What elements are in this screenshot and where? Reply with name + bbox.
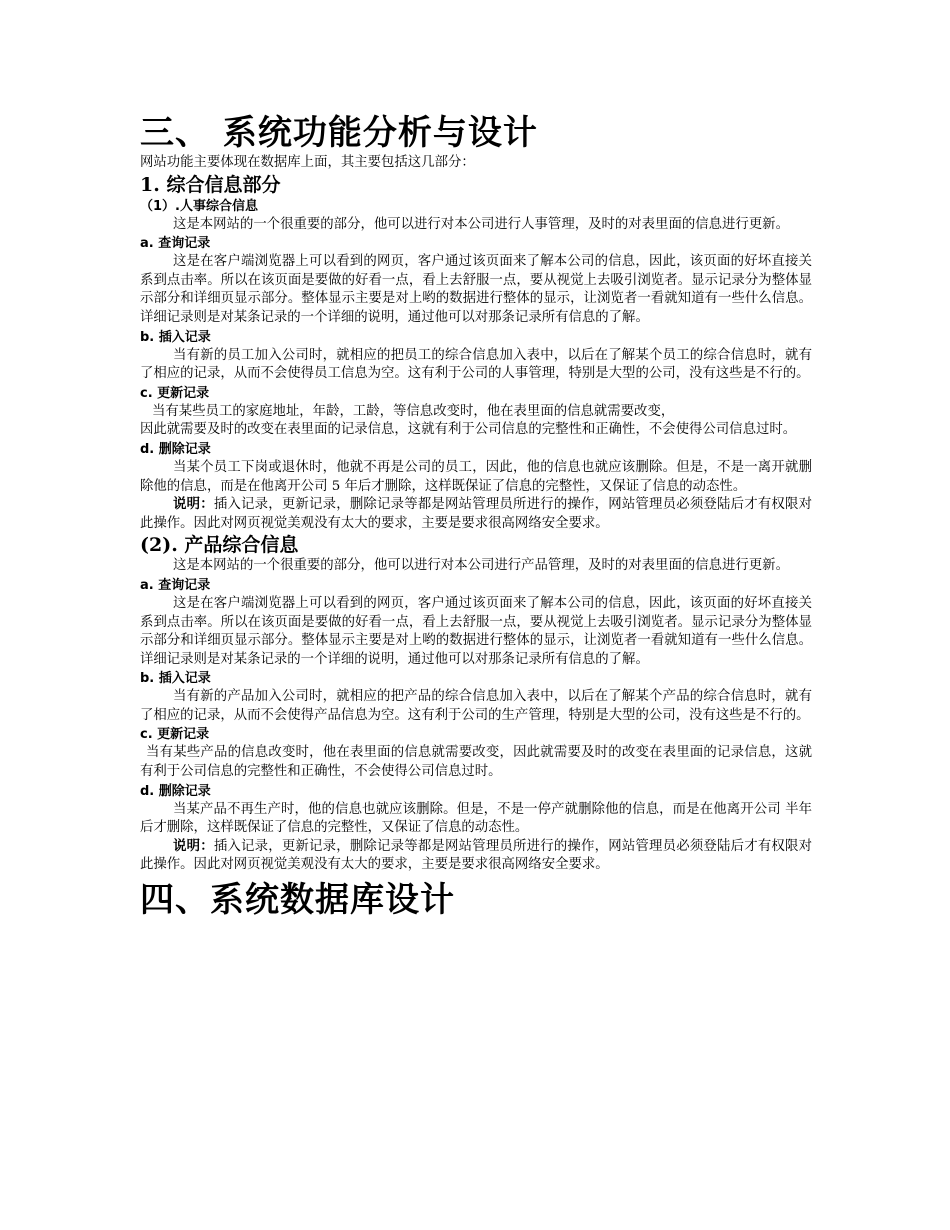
part-1-title: 1. 综合信息部分 [140, 173, 281, 196]
sub-2-insert-title: b. 插入记录 [140, 671, 211, 687]
document-page [140, 112, 812, 921]
sub-1-delete-title: d. 删除记录 [140, 441, 211, 457]
sub-1-update-text-line1: 当有某些员工的家庭地址，年龄，工龄，等信息改变时，他在表里面的信息就需要改变， [152, 403, 675, 419]
sub-2-note [140, 838, 812, 875]
sub-2-title: (2). 产品综合信息 [140, 534, 299, 557]
sub-1-update-title: c. 更新记录 [140, 385, 210, 401]
section-4-title: 四、系统数据库设计 [140, 880, 455, 921]
sub-2-note-text: 插入记录，更新记录，删除记录等都是网站管理员所进行的操作，网站管理员必须登陆后才有权限对此操作。因此对网页视觉美观没有太大的要求，主要是要求很高网络安全要求。 [140, 838, 813, 873]
sub-2-update-title: c. 更新记录 [140, 727, 210, 743]
sub-1-note-label: 说明： [173, 497, 214, 513]
sub-2-note-label: 说明： [173, 838, 214, 854]
sub-2-delete-text: 当某产品不再生产时，他的信息也就应该删除。但是，不是一停产就删除他的信息，而是在他离开公司 半年后才删除，这样既保证了信息的完整性，又保证了信息的动态性。 [140, 801, 812, 836]
sub-1-insert-title: b. 插入记录 [140, 329, 211, 345]
sub-2-update-text: 当有某些产品的信息改变时，他在表里面的信息就需要改变，因此就需要及时的改变在表里面的记录信息，这就有利于公司信息的完整性和正确性，不会使得公司信息过时。 [140, 745, 812, 780]
sub-1-update-text-rest: 因此就需要及时的改变在表里面的记录信息，这就有利于公司信息的完整性和正确性，不会使得公司信息过时。 [140, 422, 797, 438]
sub-1-note [140, 496, 812, 533]
section-3-title: 三、 系统功能分析与设计 [140, 113, 538, 153]
sub-1-intro: 这是本网站的一个很重要的部分，他可以进行对本公司进行人事管理，及时的对表里面的信息进行更新。 [173, 216, 789, 232]
sub-1-query-text: 这是在客户端浏览器上可以看到的网页，客户通过该页面来了解本公司的信息，因此，该页面的好坏直接关系到点击率。所以在该页面是要做的好看一点，看上去舒服一点，要从视觉上去吸引浏览者。显示记录分为整体显示部分和详细页显示部分。整体显示主要是对上哟的数据进行整体的显示，让浏览者一看就知道有一些什么信息。详细记录则是对某条记录的一个详细的说明，通过他可以对那条记录所有信息的了解。 [140, 254, 812, 325]
sub-2-insert-text: 当有新的产品加入公司时，就相应的把产品的综合信息加入表中，以后在了解某个产品的综合信息时，就有了相应的记录，从而不会使得产品信息为空。这有利于公司的生产管理，特别是大型的公司，没有这些是不行的。 [140, 689, 812, 723]
sub-1-delete-text: 当某个员工下岗或退休时，他就不再是公司的员工，因此，他的信息也就应该删除。但是，不是一离开就删除他的信息，而是在他离开公司 5 年后才删除，这样既保证了信息的完整性，又保证了信息的动态性。 [140, 459, 812, 494]
sub-2-query-title: a. 查询记录 [140, 577, 211, 593]
section-3-intro: 网站功能主要体现在数据库上面，其主要包括这几部分： [140, 155, 475, 170]
sub-2-delete-title: d. 删除记录 [140, 783, 211, 799]
sub-1-query-title: a. 查询记录 [140, 236, 211, 252]
sub-1-insert-text: 当有新的员工加入公司时，就相应的把员工的综合信息加入表中，以后在了解某个员工的综合信息时，就有了相应的记录，从而不会使得员工信息为空。这有利于公司的人事管理，特别是大型的公司，没有这些是不行的。 [140, 347, 812, 382]
sub-1-note-text: 插入记录，更新记录，删除记录等都是网站管理员所进行的操作，网站管理员必须登陆后才有权限对此操作。因此对网页视觉美观没有太大的要求，主要是要求很高网络安全要求。 [140, 497, 813, 531]
sub-2-query-text: 这是在客户端浏览器上可以看到的网页，客户通过该页面来了解本公司的信息，因此，该页面的好坏直接关系到点击率。所以在该页面是要做的好看一点，看上去舒服一点，要从视觉上去吸引浏览者。显示记录分为整体显示部分和详细页显示部分。整体显示主要是对上哟的数据进行整体的显示，让浏览者一看就知道有一些什么信息。详细记录则是对某条记录的一个详细的说明，通过他可以对那条记录所有信息的了解。 [140, 595, 812, 667]
sub-2-intro: 这是本网站的一个很重要的部分，他可以进行对本公司进行产品管理，及时的对表里面的信息进行更新。 [173, 558, 789, 574]
sub-1-title: （1）.人事综合信息 [140, 198, 258, 214]
